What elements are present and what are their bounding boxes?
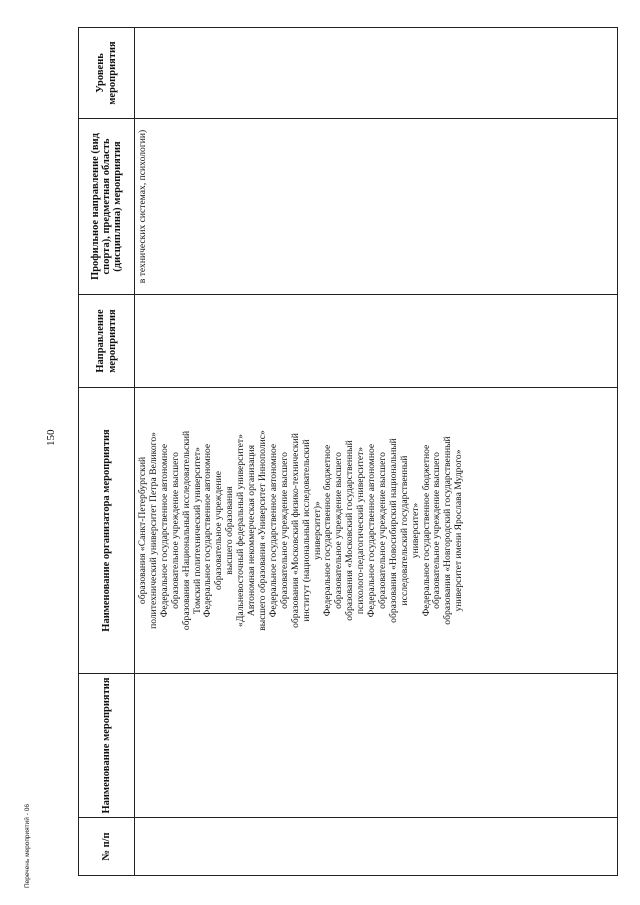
cell-number bbox=[135, 818, 618, 876]
organizer-line: образования «Новосибирский национальный bbox=[387, 438, 399, 623]
header-profile: Профильное направление (вид спорта), предметная область (дисциплина) мероприятия bbox=[79, 119, 135, 295]
organizer-line: высшего образования bbox=[224, 486, 236, 575]
organizer-line: университет имени Ярослава Мудрого» bbox=[453, 449, 465, 612]
footer-text: Перечень мероприятий - 06 bbox=[24, 804, 31, 888]
header-event-name: Наименование мероприятия bbox=[79, 674, 135, 818]
organizer-line: политехнический университет Петра Великого» bbox=[147, 432, 159, 629]
organizer-line: Федеральное государственное автономное bbox=[202, 443, 214, 618]
table-container bbox=[78, 28, 618, 876]
organizer-line: образования «Санкт-Петербургский bbox=[137, 456, 148, 605]
organizer-list bbox=[138, 390, 465, 671]
organizer-line: образования «Московский государственный bbox=[344, 440, 356, 621]
organizer-line: Федеральное государственное автономное bbox=[158, 443, 170, 618]
organizer-line: Томский политехнический университет» bbox=[191, 447, 203, 614]
organizer-line: образовательное учреждение высшего bbox=[431, 452, 443, 609]
organizer-line: образования «Национальный исследовательский bbox=[180, 430, 192, 631]
cell-organizer bbox=[135, 388, 618, 674]
organizer-line: образования «Новгородский государственный bbox=[442, 436, 454, 625]
organizer-line: образовательное учреждение высшего bbox=[278, 452, 290, 609]
table-row bbox=[135, 28, 618, 876]
organizer-line: Федеральное государственное бюджетное bbox=[420, 444, 432, 617]
table-header-row bbox=[79, 28, 135, 876]
cell-level bbox=[135, 28, 618, 119]
organizer-line: университет)» bbox=[311, 501, 323, 560]
cell-event-name bbox=[135, 674, 618, 818]
page-number: 150 bbox=[45, 429, 57, 446]
header-organizer: Наименование организатора мероприятия bbox=[79, 388, 135, 674]
organizer-line: образовательное учреждение высшего bbox=[333, 452, 345, 609]
organizer-line: университет» bbox=[409, 502, 421, 559]
organizer-line: высшего образования «Университет Иннополис» bbox=[256, 430, 268, 631]
organizer-line: Федеральное государственное автономное bbox=[267, 443, 279, 618]
organizer-line: психолого-педагогический университет» bbox=[355, 446, 367, 615]
header-direction: Направление мероприятия bbox=[79, 295, 135, 388]
organizer-line: институт (национальный исследовательский bbox=[300, 439, 312, 622]
header-number: № п/п bbox=[79, 818, 135, 876]
organizer-line: «Дальневосточный федеральный университет» bbox=[235, 434, 247, 627]
cell-profile: в технических системах, психологии) bbox=[135, 119, 618, 295]
events-table bbox=[78, 27, 618, 876]
cell-direction bbox=[135, 295, 618, 388]
organizer-line: образовательное учреждение высшего bbox=[169, 452, 181, 609]
organizer-line: исследовательский государственный bbox=[398, 455, 410, 606]
organizer-line: образования «Московский физико-технический bbox=[289, 433, 301, 628]
organizer-line: Автономная некоммерческая организация bbox=[246, 444, 258, 617]
organizer-line: Федеральное государственное бюджетное bbox=[322, 444, 334, 617]
organizer-line: Федеральное государственное автономное bbox=[366, 443, 378, 618]
organizer-line: образовательное учреждение bbox=[213, 471, 225, 590]
organizer-line: образовательное учреждение высшего bbox=[376, 452, 388, 609]
header-level: Уровень мероприятия bbox=[79, 28, 135, 119]
